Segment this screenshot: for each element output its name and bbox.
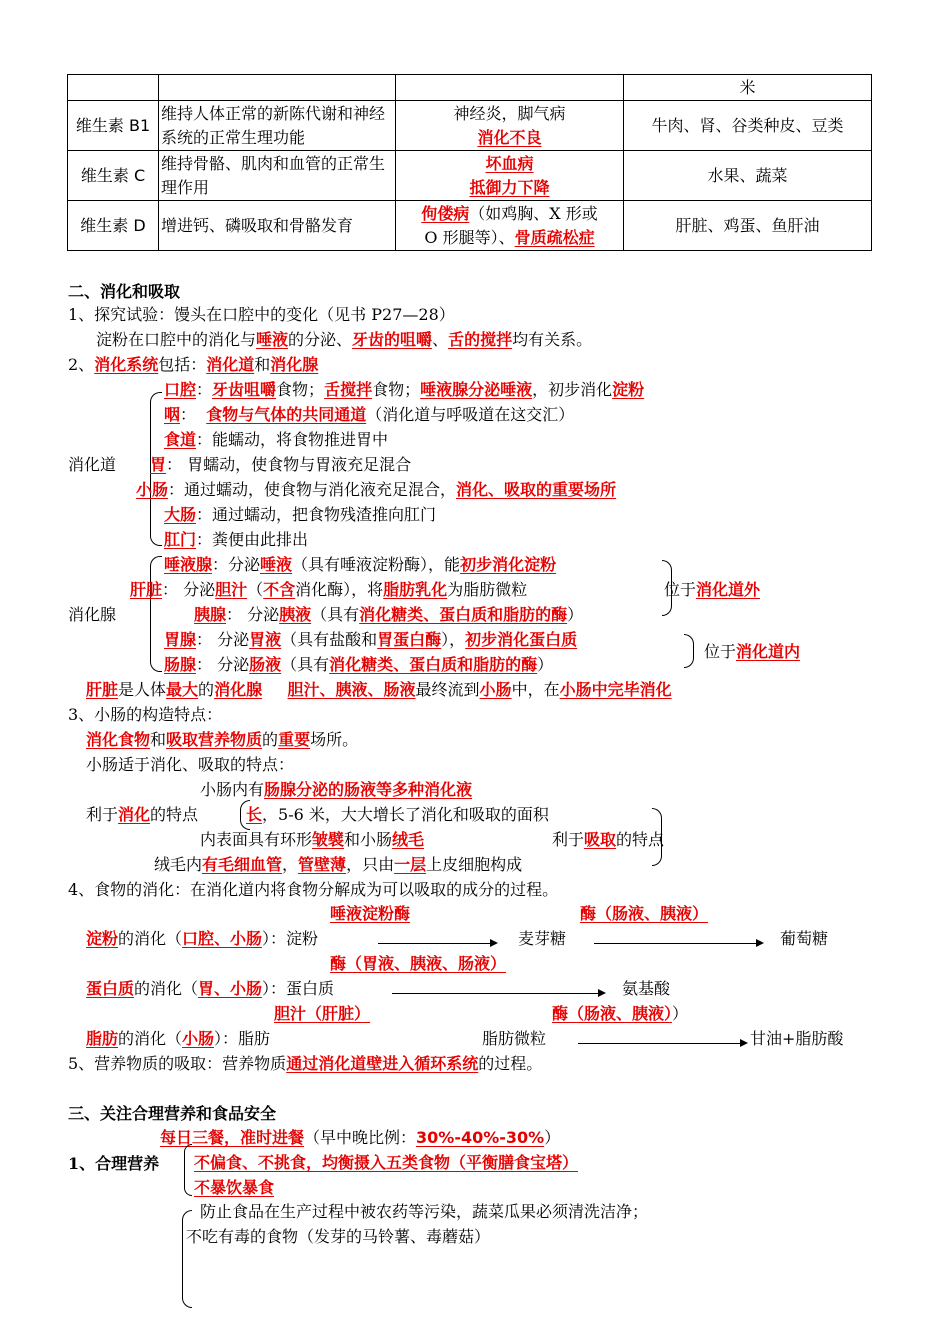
text-line: 5、营养物质的吸取：营养物质通过消化道壁进入循环系统的过程。 [68, 1054, 543, 1073]
text-line: 不暴饮暴食 [194, 1178, 275, 1197]
section-heading: 三、关注合理营养和食品安全 [68, 1104, 277, 1123]
text-line: 内表面具有环形皱襞和小肠绒毛 [200, 830, 425, 849]
vitamin-name: 维生素 D [68, 201, 159, 251]
arrow-icon [392, 993, 604, 994]
text-line: 不偏食、不挑食，均衡摄入五类食物（平衡膳食宝塔） [194, 1153, 579, 1172]
group-label: 消化腺 [68, 605, 117, 624]
reaction-line: 淀粉的消化（口腔、小肠）：淀粉 [86, 929, 319, 948]
text-line: 3、小肠的构造特点： [68, 705, 223, 724]
text-line: 淀粉在口腔中的消化与唾液的分泌、牙齿的咀嚼、舌的搅拌均有关系。 [96, 330, 593, 349]
vitamin-function: 增进钙、磷吸取和骨骼发育 [159, 201, 396, 251]
text-line: 1、探究试验：馒头在口腔中的变化（见书 P27—28） [68, 305, 455, 324]
table-row [68, 201, 872, 251]
reaction-line: 蛋白质的消化（胃、小肠）：蛋白质 [86, 979, 335, 998]
arrow-icon [378, 943, 496, 944]
text-line: 4、食物的消化：在消化道内将食物分解成为可以吸取的成分的过程。 [68, 880, 559, 899]
gland-line: 唾液腺：分泌唾液（具有唾液淀粉酶），能初步消化淀粉 [164, 555, 557, 574]
product-label: 麦芽糖 [518, 929, 567, 948]
enzyme-label: 唾液淀粉酶 [330, 904, 411, 923]
table-row [68, 101, 872, 151]
organ-line: 胃： 胃蠕动，使食物与胃液充足混合 [150, 455, 412, 474]
gland-line: 肝脏： 分泌胆汁（不含消化酶），将脂肪乳化为脂肪微粒 [130, 580, 528, 599]
deficiency-cell: 佝偻病（如鸡胸、X 形或 O 形腿等）、骨质疏松症 [396, 201, 624, 251]
location-label: 位于消化道内 [704, 642, 801, 661]
enzyme-label: 胆汁（肝脏） [274, 1004, 371, 1023]
vitamin-name: 维生素 C [68, 151, 159, 201]
deficiency-cell: 神经炎，脚气病 消化不良 [396, 101, 624, 151]
enzyme-label: 酶（胃液、胰液、肠液） [330, 954, 507, 973]
gland-line: 胃腺： 分泌胃液（具有盐酸和胃蛋白酶），初步消化蛋白质 [164, 630, 578, 649]
vitamin-table [67, 74, 872, 251]
reaction-line: 脂肪的消化（小肠）：脂肪 [86, 1029, 271, 1048]
organ-line: 小肠：通过蠕动，使食物与消化液充足混合，消化、吸取的重要场所 [136, 480, 617, 499]
text-line: 不吃有毒的食物（发芽的马铃薯、毒蘑菇） [186, 1227, 491, 1246]
product-label: 氨基酸 [622, 979, 671, 998]
text-line: 小肠内有肠腺分泌的肠液等多种消化液 [200, 780, 473, 799]
table-cell [396, 75, 624, 101]
brace [184, 1144, 192, 1196]
section-heading: 二、消化和吸取 [68, 282, 181, 301]
product-label: 脂肪微粒 [482, 1029, 547, 1048]
brace [684, 634, 694, 668]
text-line: 长，5-6 米，大大增长了消化和吸取的面积 [246, 805, 549, 824]
organ-line: 食道：能蠕动，将食物推进胃中 [164, 430, 389, 449]
gland-line: 胰腺： 分泌胰液（具有消化糖类、蛋白质和脂肪的酶） [194, 605, 584, 624]
product-label: 甘油+脂肪酸 [750, 1029, 844, 1048]
text-line: 防止食品在生产过程中被农药等污染，蔬菜瓜果必须清洗洁净； [200, 1202, 649, 1221]
enzyme-label: 酶（肠液、胰液） [580, 904, 709, 923]
text-line: 小肠适于消化、吸取的特点： [86, 755, 295, 774]
food-source: 肝脏、鸡蛋、鱼肝油 [624, 201, 872, 251]
summary-line: 肝脏是人体最大的消化腺 胆汁、胰液、肠液最终流到小肠中，在小肠中完毕消化 [86, 680, 672, 699]
food-source: 牛肉、肾、谷类种皮、豆类 [624, 101, 872, 151]
text-line: 每日三餐，准时进餐（早中晚比例：30%-40%-30%） [160, 1128, 561, 1147]
food-source: 水果、蔬菜 [624, 151, 872, 201]
group-label: 消化道 [68, 455, 117, 474]
organ-line: 口腔：牙齿咀嚼食物；舌搅拌食物；唾液腺分泌唾液，初步消化淀粉 [164, 380, 645, 399]
deficiency-cell: 坏血病 抵御力下降 [396, 151, 624, 201]
table-cell [68, 75, 159, 101]
vitamin-function: 维持人体正常的新陈代谢和神经系统的正常生理功能 [159, 101, 396, 151]
organ-line: 肛门：粪便由此排出 [164, 530, 309, 549]
text-line: 消化食物和吸取营养物质的重要场所。 [86, 730, 359, 749]
vitamin-name: 维生素 B1 [68, 101, 159, 151]
vitamin-function: 维持骨骼、肌肉和血管的正常生理作用 [159, 151, 396, 201]
brace [182, 1210, 192, 1308]
table-cell: 米 [624, 75, 872, 101]
table-row [68, 75, 872, 101]
gland-line: 肠腺： 分泌肠液（具有消化糖类、蛋白质和脂肪的酶） [164, 655, 554, 674]
table-cell [159, 75, 396, 101]
text-line: 2、消化系统包括：消化道和消化腺 [68, 355, 319, 374]
arrow-icon [594, 943, 762, 944]
product-label: 葡萄糖 [780, 929, 829, 948]
subsection-label: 1、合理营养 [68, 1154, 160, 1173]
brace [150, 556, 162, 672]
location-label: 位于消化道外 [664, 580, 761, 599]
text-line: 利于吸取的特点 [552, 830, 665, 849]
table-row [68, 151, 872, 201]
enzyme-label: 酶（肠液、胰液）） [552, 1004, 689, 1023]
organ-line: 大肠：通过蠕动，把食物残渣推向肛门 [164, 505, 437, 524]
text-line: 利于消化的特点 [86, 805, 199, 824]
organ-line: 咽： 食物与气体的共同通道（消化道与呼吸道在这交汇） [164, 405, 575, 424]
arrow-icon [578, 1043, 746, 1044]
text-line: 绒毛内有毛细血管，管壁薄，只由一层上皮细胞构成 [154, 855, 523, 874]
